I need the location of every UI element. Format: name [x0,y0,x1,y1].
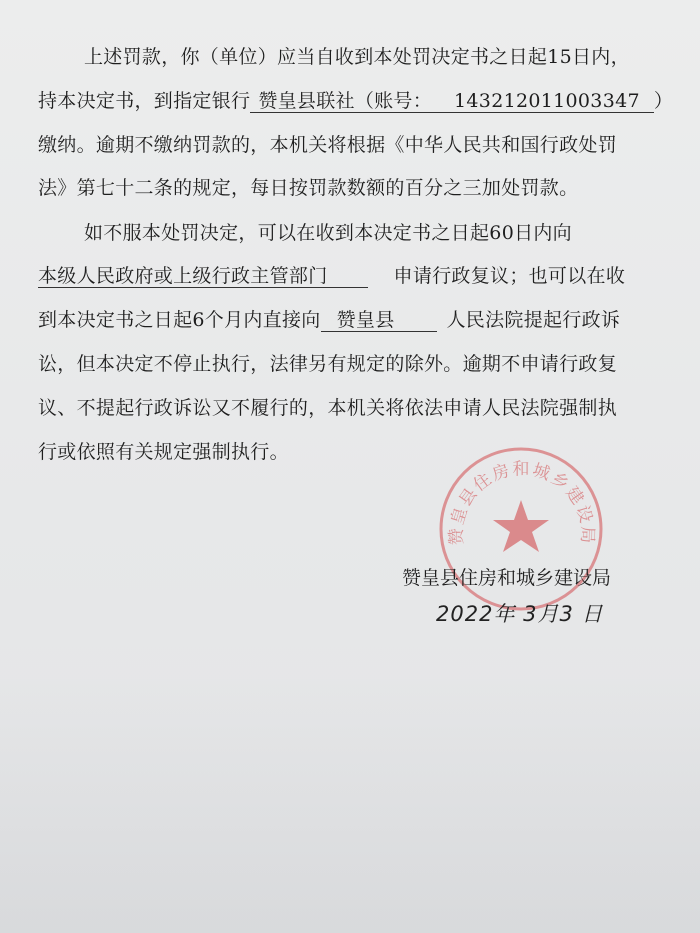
seal-text: 赞皇县住房和城乡建设局 [446,459,598,546]
page-shadow [0,673,700,933]
bank-name-field: 赞皇县联社（账号： 143212011003347 [250,90,654,113]
paragraph1-line1: 上述罚款，你（单位）应当自收到本处罚决定书之日起15日内， [84,46,630,68]
account-number: 143212011003347 [454,90,640,112]
paragraph2-line6: 行或依照有关规定强制执行。 [38,441,289,463]
paragraph2-line3: 到本决定书之日起6个月内直接向 赞皇县 人民法院提起行政诉 [38,309,621,331]
review-body-field: 本级人民政府或上级行政主管部门 [38,265,368,288]
paragraph1-line3: 缴纳。逾期不缴纳罚款的，本机关将根据《中华人民共和国行政处罚 [38,134,618,156]
star-icon [493,500,549,552]
paragraph1-line4: 法》第七十二条的规定，每日按罚款数额的百分之三加处罚款。 [38,177,579,199]
issuing-authority: 赞皇县住房和城乡建设局 [402,567,612,589]
paragraph2-line1: 如不服本处罚决定，可以在收到本决定书之日起60日内向 [84,222,572,244]
paragraph1-line2: 持本决定书，到指定银行 赞皇县联社（账号： 143212011003347 ） [38,90,674,112]
court-county-field: 赞皇县 [321,309,437,332]
paragraph2-line5: 议、不提起行政诉讼又不履行的，本机关将依法申请人民法院强制执 [38,397,618,419]
paragraph2-line2: 本级人民政府或上级行政主管部门 申请行政复议；也可以在收 [38,265,626,287]
paragraph2-line4: 讼，但本决定不停止执行，法律另有规定的除外。逾期不申请行政复 [38,353,618,375]
issue-date: 2022年 3月3 日 [436,602,604,626]
